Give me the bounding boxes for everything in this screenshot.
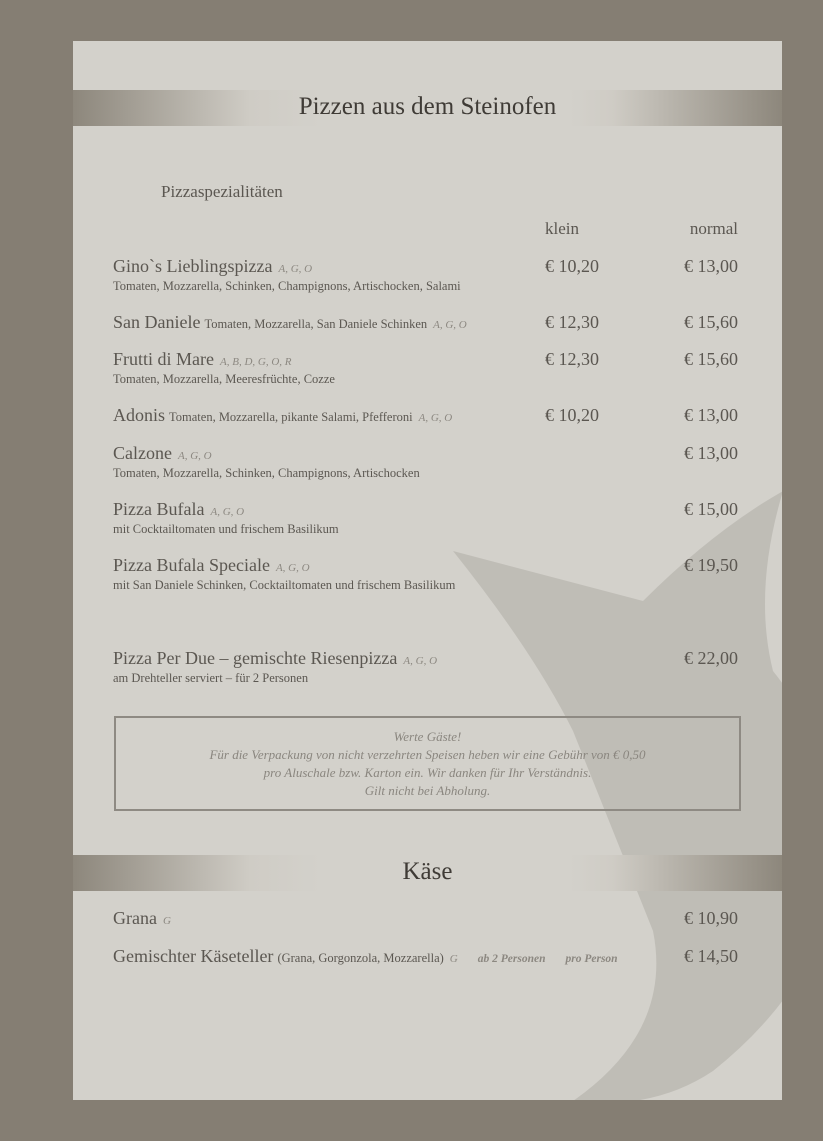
item-description: Tomaten, Mozzarella, Schinken, Champignons, Artischocken	[113, 466, 420, 480]
price-normal: € 19,50	[684, 555, 738, 575]
price-small: € 10,20	[545, 256, 599, 276]
item-allergens: A, G, O	[418, 412, 453, 424]
item-name: Pizza Per Due – gemischte Riesenpizza	[113, 648, 398, 668]
section-header-pizza	[73, 90, 782, 126]
menu-item	[113, 312, 467, 333]
item-allergens: G	[162, 915, 171, 927]
menu-item	[113, 405, 452, 426]
menu-item	[113, 908, 171, 929]
price: € 10,90	[684, 908, 738, 928]
menu-item	[113, 946, 618, 967]
menu-item	[113, 555, 310, 576]
item-description: Tomaten, Mozzarella, San Daniele Schinken	[204, 317, 428, 331]
item-description: Tomaten, Mozzarella, Meeresfrüchte, Cozze	[113, 372, 335, 386]
item-name: San Daniele	[113, 312, 201, 332]
item-allergens: A, G, O	[275, 562, 310, 574]
notice-line: Werte Gäste!	[393, 729, 462, 744]
subsection-title: Pizzaspezialitäten	[161, 182, 283, 201]
item-name: Pizza Bufala	[113, 499, 205, 519]
item-note: ab 2 Personen	[477, 953, 546, 965]
item-name: Grana	[113, 908, 157, 928]
column-header-small: klein	[545, 219, 579, 238]
price-small: € 12,30	[545, 312, 599, 332]
item-allergens: A, G, O	[278, 263, 313, 275]
menu-item	[113, 256, 312, 277]
item-name: Calzone	[113, 443, 172, 463]
menu-item	[113, 648, 437, 669]
item-allergens: A, G, O	[433, 319, 467, 331]
packaging-notice	[114, 716, 741, 811]
column-header-normal: normal	[689, 219, 738, 238]
item-description: Tomaten, Mozzarella, Schinken, Champignons, Artischocken, Salami	[113, 279, 461, 293]
price: € 14,50	[684, 946, 738, 966]
price-normal: € 13,00	[684, 256, 738, 276]
item-allergens: A, G, O	[210, 506, 245, 518]
price-normal: € 15,00	[684, 499, 738, 519]
item-name: Frutti di Mare	[113, 349, 214, 369]
price-normal: € 13,00	[684, 405, 738, 425]
notice-line: Für die Verpackung von nicht verzehrten Speisen heben wir eine Gebühr von € 0,50	[209, 747, 646, 762]
item-allergens: A, B, D, G, O, R	[220, 356, 292, 368]
item-note: pro Person	[565, 953, 618, 965]
menu-page	[73, 41, 782, 1100]
section-title: Pizzen aus dem Steinofen	[298, 93, 557, 120]
notice-line: pro Aluschale bzw. Karton ein. Wir danken für Ihr Verständnis.	[263, 765, 592, 780]
item-description: mit Cocktailtomaten und frischem Basilikum	[113, 522, 339, 536]
menu-item	[113, 349, 292, 370]
item-description: mit San Daniele Schinken, Cocktailtomaten und frischem Basilikum	[113, 578, 456, 592]
menu-item	[113, 499, 244, 520]
section-title: Käse	[402, 858, 453, 885]
item-name: Gino`s Lieblingspizza	[113, 256, 273, 276]
section-header-cheese	[73, 855, 782, 891]
item-name: Adonis	[113, 405, 166, 425]
item-allergens: G	[449, 953, 458, 965]
item-description: (Grana, Gorgonzola, Mozzarella)	[277, 951, 444, 965]
price-normal: € 15,60	[684, 312, 738, 332]
item-allergens: A, G, O	[403, 655, 438, 667]
menu-item	[113, 443, 212, 464]
price-normal: € 13,00	[684, 443, 738, 463]
item-description: am Drehteller serviert – für 2 Personen	[113, 671, 309, 685]
price-small: € 10,20	[545, 405, 599, 425]
price-normal: € 15,60	[684, 349, 738, 369]
item-name: Pizza Bufala Speciale	[113, 555, 270, 575]
notice-line: Gilt nicht bei Abholung.	[364, 783, 491, 798]
price-normal: € 22,00	[684, 648, 738, 668]
item-allergens: A, G, O	[177, 450, 212, 462]
item-description: Tomaten, Mozzarella, pikante Salami, Pfefferoni	[169, 410, 413, 424]
item-name: Gemischter Käseteller	[113, 946, 274, 966]
price-small: € 12,30	[545, 349, 599, 369]
